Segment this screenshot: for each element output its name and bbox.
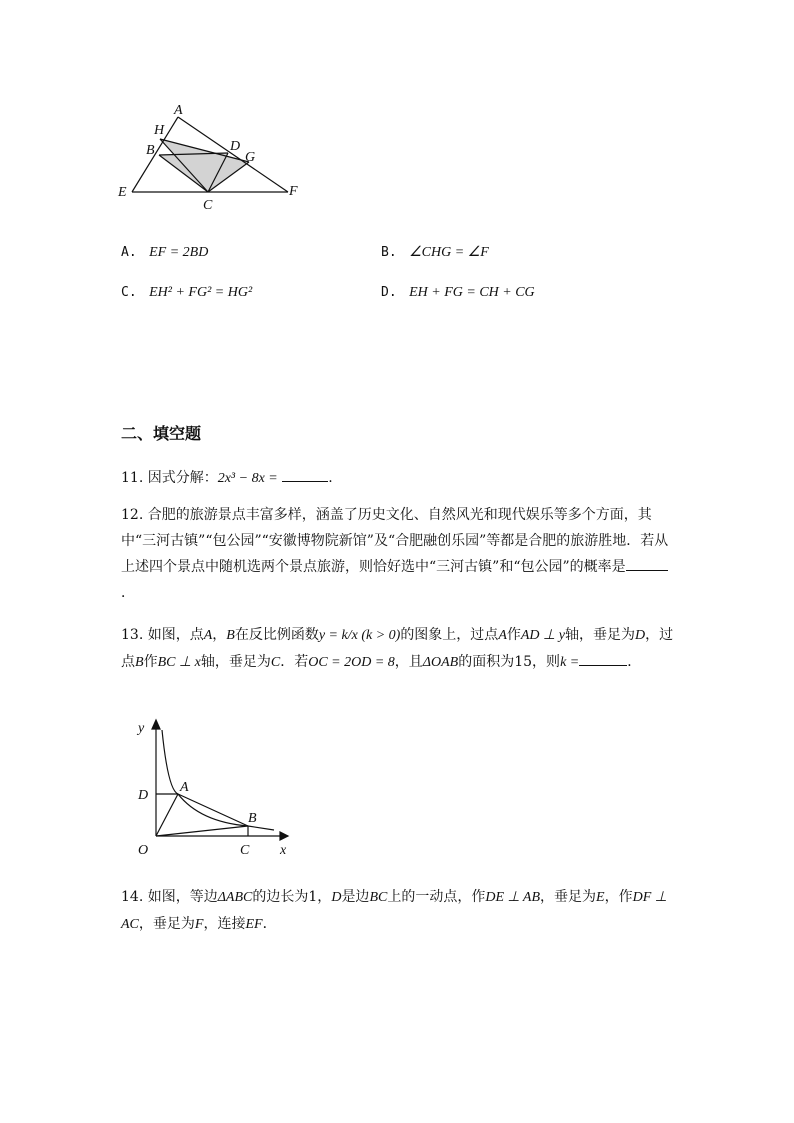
option-a [121,244,208,261]
q13-text-6: ，过点 [121,627,674,670]
q13-k: k = [560,655,580,670]
q13-text-9: ．若 [280,654,309,670]
q13-end: ． [627,654,642,670]
q14-text-1: 14. 如图，等边 [121,889,218,905]
q14-end: ． [262,916,277,932]
q13-point-b-2: B [135,655,144,670]
label-x: x [280,843,287,858]
q14-point-d: D [331,890,342,905]
q14-de-perp: DE ⊥ AB [485,890,541,905]
section-title: 二、填空题 [121,424,202,443]
q14-text-8: ，连接 [203,916,246,932]
option-c-letter: C. [121,285,137,300]
q13-text-10: ，且 [394,654,423,670]
q13-function: y = k/x (k > 0) [318,628,401,643]
label-f: F [289,184,298,199]
label-b: B [146,143,155,158]
q11-end: . [328,470,333,486]
q14-segment-ef: EF [245,917,263,932]
option-b [381,244,489,261]
q13-answer-blank[interactable] [579,651,627,666]
q13-triangle: ΔOAB [422,655,459,670]
option-a-letter: A. [121,245,137,260]
option-d [381,284,535,301]
q11-expression: 2x³ − 8x = [217,471,278,486]
question-14 [121,884,681,938]
label-d2: D [138,788,149,803]
q13-text-11: 的面积为15，则 [458,654,561,670]
label-a2: A [180,780,189,795]
q14-text-2: 的边长为1， [252,889,332,905]
q14-side-bc: BC [369,890,388,905]
option-c-math: EH² + FG² = HG² [149,285,253,300]
q14-point-e: E [596,890,605,905]
q14-df-perp: DF ⊥ AC [121,890,667,932]
question-11 [121,465,681,492]
q13-ad-perp: AD ⊥ y [520,628,565,643]
q14-triangle: ΔABC [217,890,253,905]
figure-inverse-function [130,712,300,862]
label-o: O [138,843,149,858]
option-c [121,284,252,301]
q14-text-7: ，垂足为 [138,916,195,932]
q13-condition: OC = 2OD = 8 [308,655,395,670]
label-g: G [245,150,256,165]
q14-text-6: ，作 [604,889,633,905]
q11-number: 11. [121,470,144,486]
figure-triangle-efa [110,98,310,213]
label-c: C [203,198,213,213]
q14-point-f: F [194,917,204,932]
label-a: A [174,103,183,118]
label-y: y [138,721,145,736]
q12-answer-blank[interactable] [626,556,668,571]
q13-text-7: 作 [143,654,158,670]
option-b-math: ∠CHG = ∠F [409,245,489,260]
option-a-math: EF = 2BD [149,245,209,260]
q13-bc-perp: BC ⊥ x [157,655,201,670]
q14-text-5: ，垂足为 [540,889,597,905]
q14-text-4: 上的一动点，作 [387,889,486,905]
q13-point-d: D [634,628,646,643]
q13-point-a: A [203,628,213,643]
q13-text-2: 在反比例函数 [234,627,319,643]
q13-point-a-2: A [498,628,507,643]
q13-text-8: 轴，垂足为 [200,654,271,670]
q13-comma: ， [212,627,227,643]
hyperbola-curve [162,730,274,830]
q14-text-3: 是边 [341,889,370,905]
label-c2: C [240,843,250,858]
label-d: D [230,139,241,154]
q12-end: ． [121,585,135,601]
question-12 [121,502,681,606]
label-b2: B [248,811,257,826]
q13-text-1: 13. 如图，点 [121,627,204,643]
option-d-math: EH + FG = CH + CG [409,285,535,300]
q13-point-c: C [270,655,281,670]
q13-text-4: 作 [506,627,521,643]
q13-text-5: 轴，垂足为 [564,627,635,643]
question-13 [121,622,681,676]
q13-point-b: B [226,628,235,643]
q11-text: 因式分解： [147,470,218,486]
option-b-letter: B. [381,245,397,260]
option-d-letter: D. [381,285,397,300]
q13-text-3: 的图象上，过点 [400,627,499,643]
label-e: E [118,185,127,200]
q11-answer-blank[interactable] [282,467,328,482]
q12-text: 12. 合肥的旅游景点丰富多样，涵盖了历史文化、自然风光和现代娱乐等多个方面，其中“三河古镇”“包公园”“安徽博物院新馆”及“合肥融创乐园”等都是合肥的旅游胜地．若从上述四个景点中随机选两个景点旅游，则恰好选中“三河古镇”和“包公园”的概率是 [121,507,669,575]
label-h: H [154,123,165,138]
